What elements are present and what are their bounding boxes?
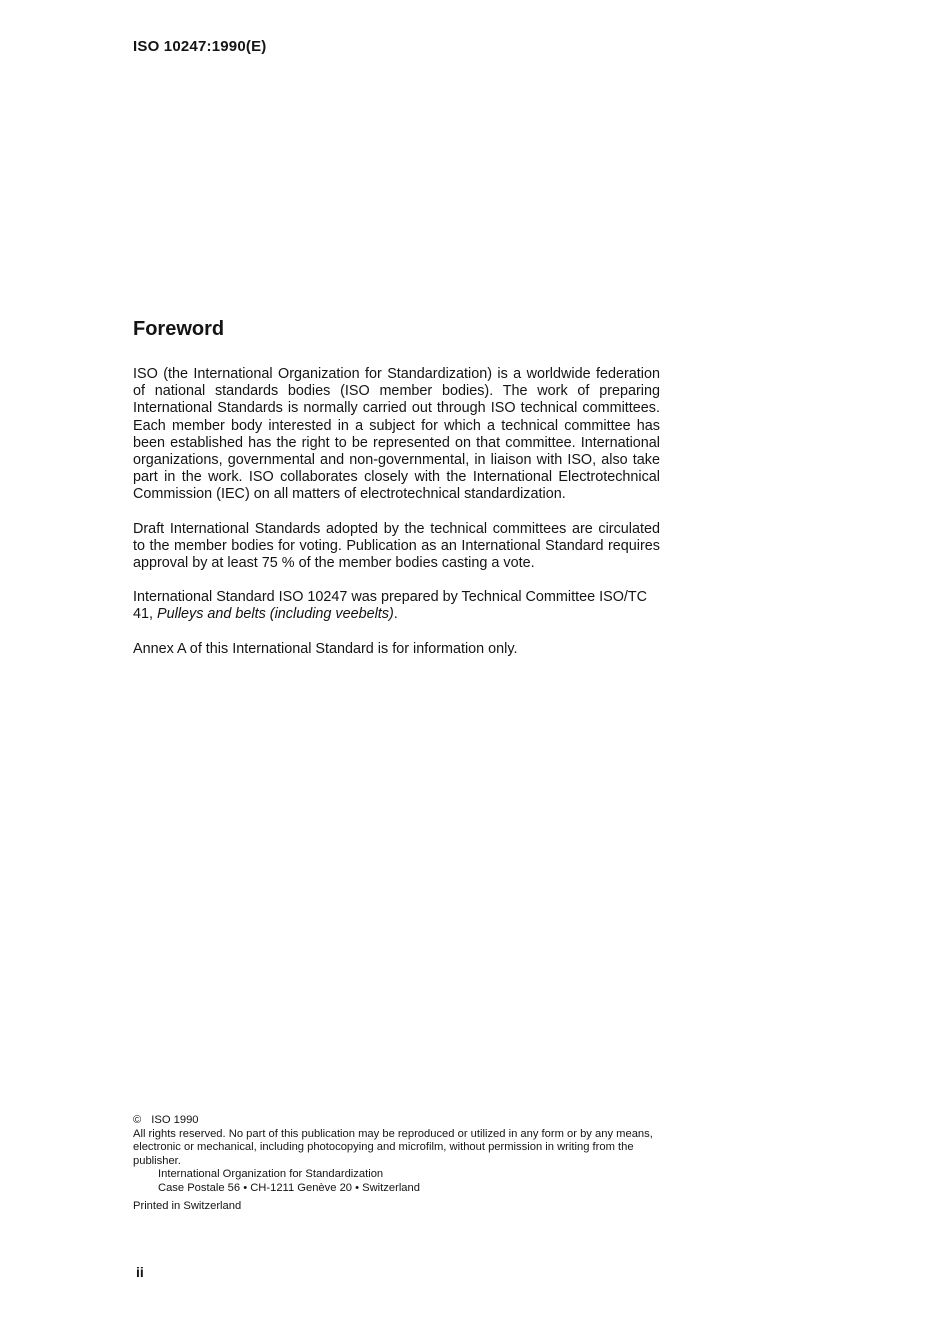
document-header-id: ISO 10247:1990(E): [133, 38, 267, 55]
copyright-year-line: [133, 1114, 668, 1128]
committee-title: Pulleys and belts (including veebelts): [157, 606, 394, 623]
copyright-year: ISO 1990: [151, 1114, 199, 1126]
printed-location: Printed in Switzerland: [133, 1199, 242, 1212]
foreword-paragraph-1: ISO (the International Organization for Standardization) is a worldwide federation of national standards bodies (ISO member bodies). The work of preparing International Standards is normally carried out through ISO technical committees. Each member body interested in a subject for which a technical committee has been established has the right to be represented on that committee. International organizations, governmental and non-governmental, in liaison with ISO, also take part in the work. ISO collaborates closely with the International Electrotechnical Commission (IEC) on all matters of electrotechnical standardization.: [133, 366, 660, 503]
foreword-title: Foreword: [133, 318, 225, 340]
foreword-paragraph-2: Draft International Standards adopted by the technical committees are circulated to the member bodies for voting. Publication as an International Standard requires approval by at least 75 % of the member bodies casting a vote.: [133, 520, 660, 572]
copyright-icon: ©: [133, 1114, 142, 1126]
paragraph-3-prefix: International Standard ISO 10247 was prepared by Technical Committee ISO/TC 41,: [133, 589, 648, 623]
foreword-body: [133, 366, 660, 675]
foreword-paragraph-3: [133, 589, 660, 623]
page-number: ii: [136, 1264, 144, 1280]
publisher-organization: International Organization for Standardization: [158, 1168, 384, 1181]
rights-statement: All rights reserved. No part of this publication may be reproduced or utilized in any form or by any means, electronic or mechanical, including photocopying and microfilm, without permission in writing from the publisher.: [133, 1127, 653, 1167]
copyright-notice: [133, 1114, 668, 1213]
foreword-paragraph-4: Annex A of this International Standard is for information only.: [133, 640, 518, 657]
publisher-address: Case Postale 56 • CH-1211 Genève 20 • Switzerland: [158, 1181, 420, 1194]
paragraph-3-suffix: .: [393, 606, 398, 623]
